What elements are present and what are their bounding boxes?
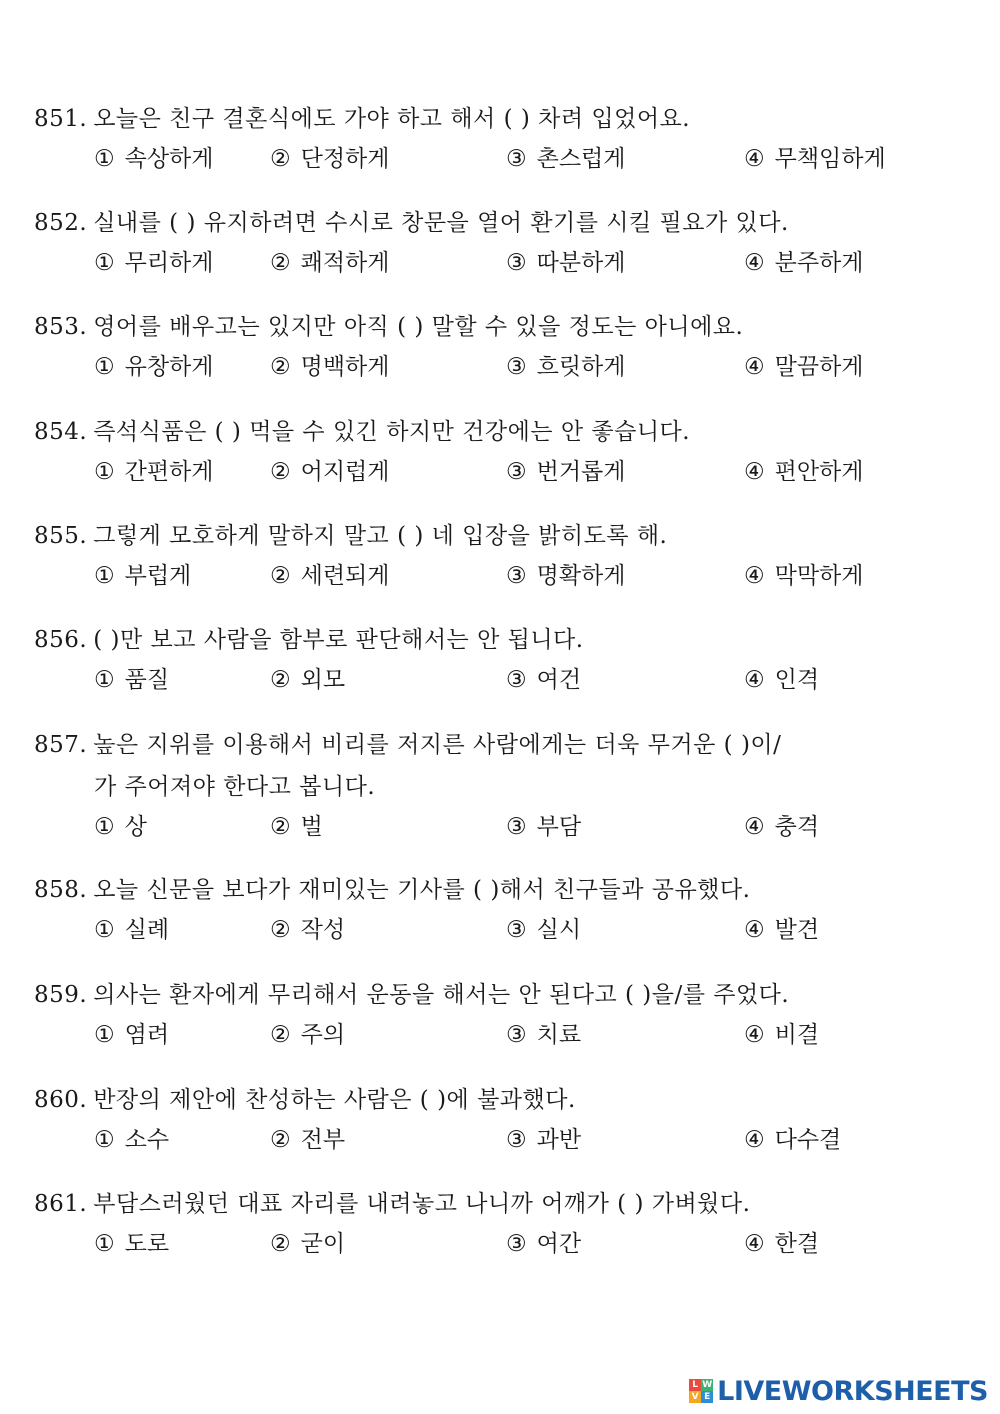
question-number: 852. (34, 210, 88, 236)
option-list (34, 560, 964, 600)
option-2[interactable]: ② 벌 (270, 814, 323, 840)
question-number: 861. (34, 1191, 88, 1217)
option-1[interactable]: ① 도로 (94, 1231, 170, 1257)
option-1[interactable]: ① 품질 (94, 667, 170, 693)
option-1[interactable]: ① 실례 (94, 917, 170, 943)
question-855 (34, 520, 964, 600)
question-859 (34, 979, 964, 1059)
question-number: 853. (34, 314, 88, 340)
question-text: 그렇게 모호하게 말하지 말고 ( ) 네 입장을 밝히도록 해. (93, 523, 668, 549)
question-number: 856. (34, 627, 88, 653)
option-list (34, 247, 964, 287)
question-number: 859. (34, 982, 88, 1008)
option-3[interactable]: ③ 부담 (506, 814, 582, 840)
question-text: 오늘 신문을 보다가 재미있는 기사를 ( )해서 친구들과 공유했다. (93, 877, 751, 903)
question-number: 855. (34, 523, 88, 549)
option-list (34, 351, 964, 391)
option-3[interactable]: ③ 치료 (506, 1022, 582, 1048)
option-list (34, 1228, 964, 1268)
question-number: 854. (34, 419, 88, 445)
option-3[interactable]: ③ 흐릿하게 (506, 354, 626, 380)
question-857 (34, 729, 964, 851)
option-4[interactable]: ④ 말끔하게 (744, 354, 864, 380)
option-3[interactable]: ③ 촌스럽게 (506, 146, 626, 172)
option-list (34, 456, 964, 496)
option-2[interactable]: ② 외모 (270, 667, 346, 693)
question-851 (34, 103, 964, 183)
option-4[interactable]: ④ 무책임하게 (744, 146, 886, 172)
option-4[interactable]: ④ 편안하게 (744, 459, 864, 485)
option-4[interactable]: ④ 발견 (744, 917, 820, 943)
option-2[interactable]: ② 쾌적하게 (270, 250, 390, 276)
question-860 (34, 1084, 964, 1164)
option-1[interactable]: ① 상 (94, 814, 147, 840)
option-2[interactable]: ② 작성 (270, 917, 346, 943)
option-2[interactable]: ② 굳이 (270, 1231, 346, 1257)
question-854 (34, 416, 964, 496)
option-4[interactable]: ④ 막막하게 (744, 563, 864, 589)
option-4[interactable]: ④ 충격 (744, 814, 820, 840)
question-text: 부담스러웠던 대표 자리를 내려놓고 나니까 어깨가 ( ) 가벼웠다. (93, 1191, 751, 1217)
question-856 (34, 624, 964, 704)
option-3[interactable]: ③ 여간 (506, 1231, 582, 1257)
option-1[interactable]: ① 염려 (94, 1022, 170, 1048)
liveworksheets-logo-icon (689, 1379, 713, 1403)
logo-icon-tile-l: L (689, 1379, 701, 1391)
option-2[interactable]: ② 주의 (270, 1022, 346, 1048)
option-2[interactable]: ② 단정하게 (270, 146, 390, 172)
question-text: 반장의 제안에 찬성하는 사람은 ( )에 불과했다. (93, 1087, 576, 1113)
question-852 (34, 207, 964, 287)
option-4[interactable]: ④ 비결 (744, 1022, 820, 1048)
question-number: 857. (34, 732, 88, 758)
question-861 (34, 1188, 964, 1268)
option-list (34, 1124, 964, 1164)
option-2[interactable]: ② 전부 (270, 1127, 346, 1153)
liveworksheets-logo[interactable] (689, 1376, 988, 1406)
question-number: 858. (34, 877, 88, 903)
question-858 (34, 874, 964, 954)
option-1[interactable]: ① 간편하게 (94, 459, 214, 485)
option-1[interactable]: ① 부럽게 (94, 563, 192, 589)
question-text: ( )만 보고 사람을 함부로 판단해서는 안 됩니다. (93, 627, 584, 653)
option-3[interactable]: ③ 실시 (506, 917, 582, 943)
question-text: 오늘은 친구 결혼식에도 가야 하고 해서 ( ) 차려 입었어요. (93, 106, 691, 132)
option-1[interactable]: ① 유창하게 (94, 354, 214, 380)
option-1[interactable]: ① 속상하게 (94, 146, 214, 172)
question-text-continued: 가 주어져야 한다고 봅니다. (94, 774, 376, 800)
logo-icon-tile-w: W (702, 1380, 713, 1390)
option-3[interactable]: ③ 과반 (506, 1127, 582, 1153)
question-text: 높은 지위를 이용해서 비리를 저지른 사람에게는 더욱 무거운 ( )이/ (93, 732, 782, 758)
option-4[interactable]: ④ 한결 (744, 1231, 820, 1257)
logo-icon-tile-e: E (701, 1391, 713, 1403)
question-text: 영어를 배우고는 있지만 아직 ( ) 말할 수 있을 정도는 아니에요. (93, 314, 744, 340)
option-list (34, 914, 964, 954)
option-3[interactable]: ③ 따분하게 (506, 250, 626, 276)
option-list (34, 664, 964, 704)
option-4[interactable]: ④ 분주하게 (744, 250, 864, 276)
question-number: 851. (34, 106, 88, 132)
option-list (34, 1019, 964, 1059)
question-text: 실내를 ( ) 유지하려면 수시로 창문을 열어 환기를 시킬 필요가 있다. (93, 210, 789, 236)
question-number: 860. (34, 1087, 88, 1113)
option-1[interactable]: ① 소수 (94, 1127, 170, 1153)
option-list (34, 811, 964, 851)
question-text: 의사는 환자에게 무리해서 운동을 해서는 안 된다고 ( )을/를 주었다. (93, 982, 790, 1008)
question-853 (34, 311, 964, 391)
liveworksheets-logo-text: LIVEWORKSHEETS (717, 1375, 988, 1407)
question-text: 즉석식품은 ( ) 먹을 수 있긴 하지만 건강에는 안 좋습니다. (93, 419, 691, 445)
option-4[interactable]: ④ 인격 (744, 667, 820, 693)
option-2[interactable]: ② 세련되게 (270, 563, 390, 589)
option-3[interactable]: ③ 번거롭게 (506, 459, 626, 485)
option-2[interactable]: ② 어지럽게 (270, 459, 390, 485)
option-3[interactable]: ③ 여건 (506, 667, 582, 693)
option-list (34, 143, 964, 183)
option-3[interactable]: ③ 명확하게 (506, 563, 626, 589)
option-2[interactable]: ② 명백하게 (270, 354, 390, 380)
option-1[interactable]: ① 무리하게 (94, 250, 214, 276)
option-4[interactable]: ④ 다수결 (744, 1127, 842, 1153)
logo-icon-tile-v: V (689, 1391, 701, 1403)
